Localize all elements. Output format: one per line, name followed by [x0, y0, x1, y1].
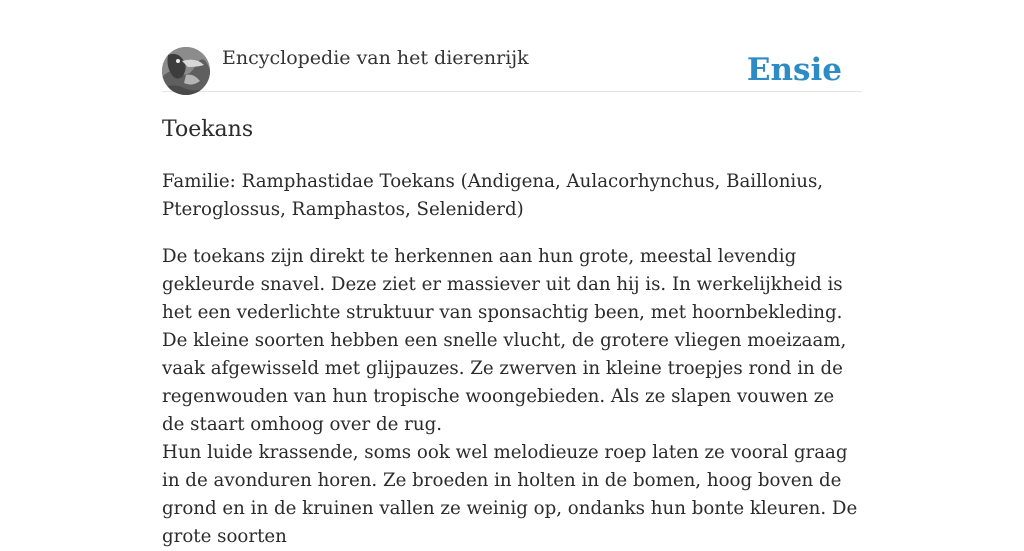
- site-title[interactable]: Encyclopedie van het dierenrijk: [222, 47, 529, 69]
- article-paragraph-2: Hun luide krassende, soms ook wel melodieuze roep laten ze vooral graag in de avonduren horen. Ze broeden in holten in de bomen, hoog boven de grond en in de kruinen vallen ze weinig op, ondanks hun bonte kleuren. De grote soorten: [162, 442, 858, 547]
- article-paragraph-1: De toekans zijn direkt te herkennen aan hun grote, meestal levendig gekleurde snavel. Deze ziet er massiever uit dan hij is. In werkelijkheid is het een vederlichte struktuur van sponsachtig been, met hoornbekleding. De kleine soorten hebben een snelle vlucht, de grotere vliegen moeizaam, vaak afgewisseld met glijpauzes. Ze zwerven in kleine troepjes rond in de regenwouden van hun tropische woongebieden. Als ze slapen vouwen ze de staart omhoog over de rug.: [162, 246, 847, 435]
- article-title: Toekans: [162, 117, 254, 142]
- toucan-photo-avatar-icon[interactable]: [162, 47, 210, 95]
- site-header: [162, 0, 862, 92]
- ensie-logo-link[interactable]: Ensie: [746, 52, 842, 88]
- page: [162, 0, 862, 547]
- family-line: Familie: Ramphastidae Toekans (Andigena, Aulacorhynchus, Baillonius, Pteroglossus, Ramphastos, Seleniderd): [162, 171, 824, 220]
